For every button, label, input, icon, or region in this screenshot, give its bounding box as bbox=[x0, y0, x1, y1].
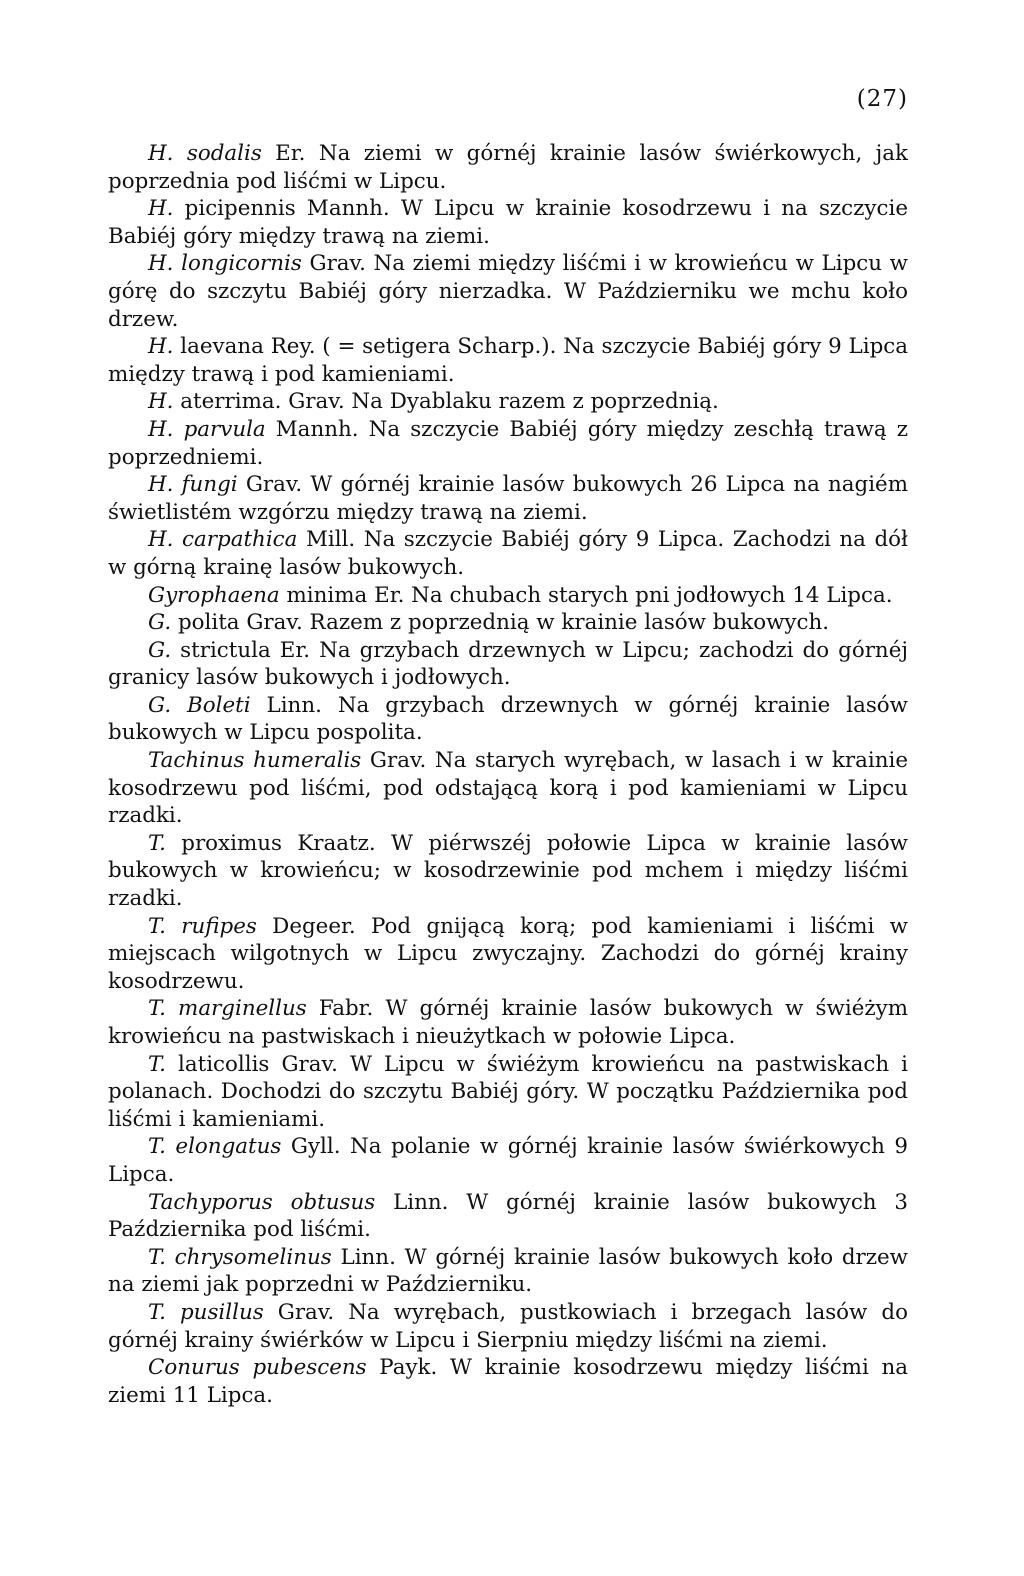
species-name: pusillus bbox=[179, 1299, 264, 1325]
entry-description: Mill. Na szczycie Babiéj góry 9 Lipca. Zachodzi na dół w górną krainę lasów bukowych. bbox=[108, 527, 908, 580]
species-name: humeralis bbox=[253, 748, 362, 774]
entry-description: Er. Na chubach starych pni jodłowych 14 Lipca. bbox=[367, 582, 893, 608]
entry-description: Er. Na ziemi w górnéj krainie lasów świérkowych, jak poprzednia pod liśćmi w Lipcu. bbox=[108, 141, 908, 194]
species-name: laticollis bbox=[178, 1051, 270, 1077]
species-entry bbox=[108, 995, 908, 1050]
genus-name: T. bbox=[148, 1244, 166, 1270]
entry-description: Er. Na grzybach drzewnych w Lipcu; zachodzi do górnéj granicy lasów bukowych i jodłowych. bbox=[108, 637, 908, 691]
species-entry bbox=[108, 526, 908, 581]
species-entry bbox=[108, 250, 908, 333]
genus-name: H. bbox=[148, 416, 174, 442]
genus-name: H. bbox=[148, 472, 174, 498]
entry-description: . Grav. Na Dyablaku razem z poprzednią. bbox=[274, 389, 719, 415]
species-entry bbox=[108, 1244, 908, 1299]
species-entry bbox=[108, 195, 908, 250]
genus-name: Tachinus bbox=[148, 748, 245, 774]
species-entry bbox=[108, 830, 908, 913]
species-entry bbox=[108, 471, 908, 526]
genus-name: H. bbox=[148, 389, 174, 415]
genus-name: H. bbox=[148, 251, 174, 277]
genus-name: T. bbox=[148, 913, 166, 939]
entry-description: Gyll. Na polanie w górnéj krainie lasów świérkowych 9 Lipca. bbox=[108, 1134, 908, 1187]
genus-name: T. bbox=[148, 1299, 166, 1325]
entry-description: Mannh. W Lipcu w krainie kosodrzewu i na szczycie Babiéj góry między trawą na ziemi. bbox=[108, 196, 908, 249]
species-name: parvula bbox=[183, 416, 266, 442]
species-name: obtusus bbox=[290, 1189, 376, 1215]
genus-name: H. bbox=[148, 196, 174, 222]
genus-name: G. bbox=[148, 637, 172, 663]
genus-name: Gyrophaena bbox=[148, 582, 280, 608]
entry-description: Linn. Na grzybach drzewnych w górnéj krainie lasów bukowych w Lipcu pospolita. bbox=[108, 692, 908, 746]
entry-description: Rey. ( = setigera Scharp.). Na szczycie Babiéj góry 9 Lipca między trawą i pod kamieniami. bbox=[108, 334, 908, 387]
species-name: marginellus bbox=[178, 996, 307, 1022]
genus-name: Conurus bbox=[148, 1355, 240, 1381]
species-entry bbox=[108, 913, 908, 996]
entry-description: Degeer. Pod gnijącą korą; pod kamieniami i liśćmi w miejscach wilgotnych w Lipcu zwyczajny. Zachodzi do górnéj krainy kosodrzewu. bbox=[108, 913, 908, 994]
species-name: minima bbox=[286, 582, 368, 608]
genus-name: H. bbox=[148, 527, 174, 553]
species-entry bbox=[108, 416, 908, 471]
species-name: longicornis bbox=[181, 251, 302, 277]
genus-name: G. bbox=[148, 610, 172, 636]
species-name: rufipes bbox=[181, 913, 257, 939]
species-entry bbox=[108, 333, 908, 388]
species-entry bbox=[108, 1051, 908, 1134]
entry-description: Grav. W górnéj krainie lasów bukowych 26 Lipca na nagiém świetlistém wzgórzu między trawą na ziemi. bbox=[108, 472, 908, 525]
species-name: Boleti bbox=[187, 692, 251, 718]
species-name: fungi bbox=[181, 472, 238, 498]
species-entry bbox=[108, 692, 908, 747]
species-name: polita bbox=[177, 610, 240, 636]
species-name: elongatus bbox=[175, 1134, 282, 1160]
genus-name: T. bbox=[148, 1051, 166, 1077]
species-name: chrysomelinus bbox=[174, 1244, 332, 1270]
entry-description: Fabr. W górnéj krainie lasów bukowych w świéżym krowieńcu na pastwiskach i nieużytkach w połowie Lipca. bbox=[108, 996, 908, 1049]
species-entry bbox=[108, 1189, 908, 1244]
species-name: laevana bbox=[180, 334, 264, 360]
entry-description: Grav. Na starych wyrębach, w lasach i w krainie kosodrzewu pod liśćmi, pod odstającą korą i pod kamieniami w Lipcu rzadki. bbox=[108, 748, 908, 829]
species-entry bbox=[108, 609, 908, 637]
entry-description: Linn. W górnéj krainie lasów bukowych 3 Października pod liśćmi. bbox=[108, 1189, 908, 1243]
species-entry bbox=[108, 637, 908, 692]
genus-name: T. bbox=[148, 830, 166, 856]
species-name: pubescens bbox=[252, 1355, 367, 1381]
species-entry bbox=[108, 388, 908, 416]
genus-name: Tachyporus bbox=[148, 1189, 273, 1215]
entry-description: Grav. W Lipcu w świéżym krowieńcu na pastwiskach i polanach. Dochodzi do szczytu Babiéj góry. W początku Października pod liśćmi i kamieniami. bbox=[108, 1051, 909, 1132]
page-number: (27) bbox=[856, 86, 908, 112]
entry-description: Mannh. Na szczycie Babiéj góry między zeschłą trawą z poprzedniemi. bbox=[108, 416, 908, 470]
genus-name: H. bbox=[148, 141, 174, 166]
genus-name: H. bbox=[148, 334, 174, 360]
species-name: aterrima bbox=[180, 389, 275, 415]
entry-description: Linn. W górnéj krainie lasów bukowych koło drzew na ziemi jak poprzedni w Październiku. bbox=[108, 1244, 908, 1298]
entry-description: Payk. W krainie kosodrzewu między liśćmi na ziemi 11 Lipca. bbox=[108, 1355, 908, 1408]
species-entry bbox=[108, 747, 908, 830]
species-name: strictula bbox=[180, 637, 271, 663]
entry-description: Grav. Razem z poprzednią w krainie lasów bukowych. bbox=[239, 610, 830, 636]
entry-description: Grav. Na wyrębach, pustkowiach i brzegach lasów do górnéj krainy świérków w Lipcu i Sierpniu między liśćmi na ziemi. bbox=[108, 1299, 908, 1353]
species-entry bbox=[108, 1299, 908, 1354]
species-name: carpathica bbox=[182, 527, 298, 553]
species-entry bbox=[108, 1354, 908, 1409]
species-entry bbox=[108, 140, 908, 195]
species-name: proximus bbox=[181, 830, 282, 856]
species-name: picipennis bbox=[184, 196, 296, 222]
genus-name: T. bbox=[148, 1134, 166, 1160]
genus-name: T. bbox=[148, 996, 166, 1022]
entry-description: Kraatz. W piérwszéj połowie Lipca w krainie lasów bukowych w krowieńcu; w kosodrzewinie pod mchem i między liśćmi rzadki. bbox=[108, 830, 908, 912]
species-entries bbox=[108, 140, 908, 1409]
genus-name: G. bbox=[148, 692, 172, 718]
species-entry bbox=[108, 1133, 908, 1188]
species-entry bbox=[108, 582, 908, 610]
species-name: sodalis bbox=[186, 141, 262, 166]
entry-description: Grav. Na ziemi między liśćmi i w krowieńcu w Lipcu w górę do szczytu Babiéj góry nierzadka. W Październiku we mchu koło drzew. bbox=[108, 251, 908, 332]
